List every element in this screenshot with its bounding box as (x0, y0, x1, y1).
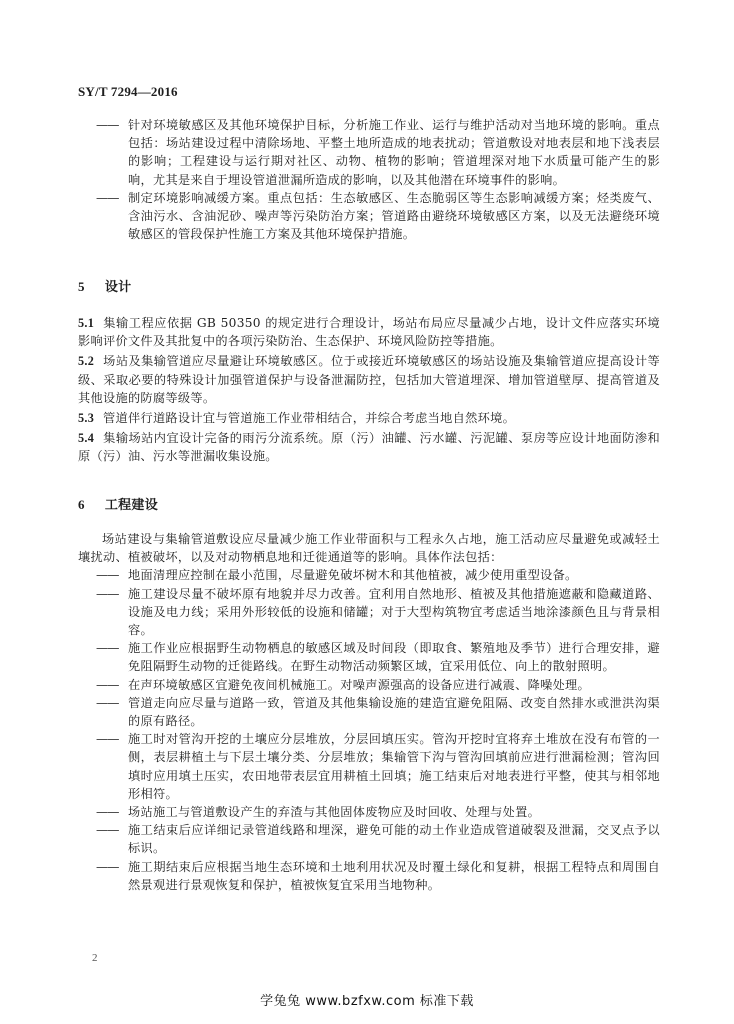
list-item (78, 116, 660, 189)
clause-number: 5.2 (78, 354, 95, 369)
section-number: 5 (78, 279, 85, 294)
section-title: 设计 (104, 280, 132, 295)
dash-marker: —— (96, 732, 119, 747)
list-item (78, 803, 660, 821)
clause (78, 352, 660, 407)
standard-code: SY/T 7294—2016 (78, 84, 178, 99)
list-item (78, 585, 660, 640)
dash-marker: —— (96, 859, 119, 874)
list-item (78, 566, 660, 584)
list-item (78, 639, 660, 675)
section-5-heading (78, 276, 131, 295)
dash-marker: —— (96, 190, 119, 205)
list-item-text: 在声环境敏感区宜避免夜间机械施工。对噪声源强高的设备应进行减震、降噪处理。 (128, 677, 591, 692)
clause-number: 5.3 (78, 411, 95, 426)
section-6-heading (78, 494, 158, 513)
dash-marker: —— (96, 641, 119, 656)
list-item-text: 施工结束后应详细记录管道线路和埋深，避免可能的动土作业造成管道破裂及泄漏，交叉点予以标识。 (128, 823, 660, 856)
list-item (78, 676, 660, 694)
list-item (78, 189, 660, 244)
list-item (78, 858, 660, 894)
clause-number: 5.4 (78, 431, 95, 446)
list-item (78, 694, 660, 730)
list-item (78, 821, 660, 857)
clause (78, 409, 660, 427)
dash-marker: —— (96, 586, 119, 601)
section-6-body (78, 530, 660, 894)
clause-text: 集输场站内宜设计完备的雨污分流系统。原（污）油罐、污水罐、污泥罐、泵房等应设计地面防渗和原（污）油、污水等泄漏收集设施。 (78, 431, 660, 464)
list-item-text: 施工作业应根据野生动物栖息的敏感区域及时间段（即取食、繁殖地及季节）进行合理安排，避免阻隔野生动物的迁徙路线。在野生动物活动频繁区域，宜采用低位、向上的散射照明。 (128, 641, 660, 674)
list-item-text: 地面清理应控制在最小范围，尽量避免破坏树木和其他植被，减少使用重型设备。 (128, 568, 578, 583)
list-item-text: 施工时对管沟开挖的土壤应分层堆放，分层回填压实。管沟开挖时宜将弃土堆放在没有布管的一侧，表层耕植土与下层土壤分类、分层堆放；集输管下沟与管沟回填前应进行泄漏检测；管沟回填时应用填土压实，农田地带表层宜用耕植土回填；施工结束后对地表进行平整，使其与相邻地形相符。 (128, 732, 660, 801)
intro-list (78, 116, 660, 243)
clause (78, 314, 660, 350)
dash-marker: —— (96, 695, 119, 710)
clause-text: 场站及集输管道应尽量避让环境敏感区。位于或接近环境敏感区的场站设施及集输管道应提高设计等级、采取必要的特殊设计加强管道保护与设备泄漏防控，包括加大管道埋深、增加管道壁厚、提高管道及其他设施的防腐等级等。 (78, 354, 660, 405)
list-item-text: 施工建设尽量不破坏原有地貌并尽力改善。宜利用自然地形、植被及其他措施遮蔽和隐藏道路、设施及电力线；采用外形较低的设施和储罐；对于大型构筑物宜考虑适当地涂漆颜色且与背景相容。 (128, 586, 660, 638)
dash-marker: —— (96, 568, 119, 583)
clause-text: 管道伴行道路设计宜与管道施工作业带相结合，并综合考虑当地自然环境。 (103, 411, 516, 426)
section-intro: 场站建设与集输管道敷设应尽量减少施工作业带面积与工程永久占地，施工活动应尽量避免或减轻土壤扰动、植被破坏，以及对动物栖息地和迁徙通道等的影响。具体作法包括： (78, 532, 660, 565)
page-number: 2 (92, 952, 98, 964)
section-number: 6 (78, 497, 85, 512)
footer-watermark[interactable]: 学兔兔 www.bzfxw.com 标准下载 (260, 994, 474, 1009)
list-item-text: 针对环境敏感区及其他环境保护目标，分析施工作业、运行与维护活动对当地环境的影响。重点包括：场站建设过程中清除场地、平整土地所造成的地表扰动；管道敷设对地表层和地下浅表层的影响；工程建设与运行期对社区、动物、植物的影响；管道埋深对地下水质量可能产生的影响，尤其是来自于埋设管道泄漏所造成的影响，以及其他潜在环境事件的影响。 (128, 118, 660, 187)
list-item-text: 制定环境影响减缓方案。重点包括：生态敏感区、生态脆弱区等生态影响减缓方案；烃类废气、含油污水、含油泥砂、噪声等污染防治方案；管道路由避绕环境敏感区方案，以及无法避绕环境敏感区的管段保护性施工方案及其他环境保护措施。 (128, 190, 660, 242)
clause (78, 429, 660, 465)
list-item (78, 730, 660, 803)
dash-marker: —— (96, 118, 119, 132)
section-title: 工程建设 (104, 498, 159, 513)
dash-marker: —— (96, 677, 119, 692)
section-5-body (78, 314, 660, 468)
list-item-text: 施工期结束后应根据当地生态环境和土地利用状况及时覆土绿化和复耕，根据工程特点和周围自然景观进行景观恢复和保护，植被恢复宜采用当地物种。 (128, 859, 660, 892)
clause-number: 5.1 (78, 316, 95, 330)
dash-marker: —— (96, 823, 119, 838)
dash-marker: —— (96, 805, 119, 820)
list-item-text: 场站施工与管道敷设产生的弃渣与其他固体废物应及时回收、处理与处置。 (128, 805, 541, 820)
list-item-text: 管道走向应尽量与道路一致，管道及其他集输设施的建造宜避免阻隔、改变自然排水或泄洪沟渠的原有路径。 (128, 695, 660, 729)
clause-text: 集输工程应依据 GB 50350 的规定进行合理设计，场站布局应尽量减少占地，设计文件应落实环境影响评价文件及其批复中的各项污染防治、生态保护、环境风险防控等措施。 (78, 316, 660, 349)
